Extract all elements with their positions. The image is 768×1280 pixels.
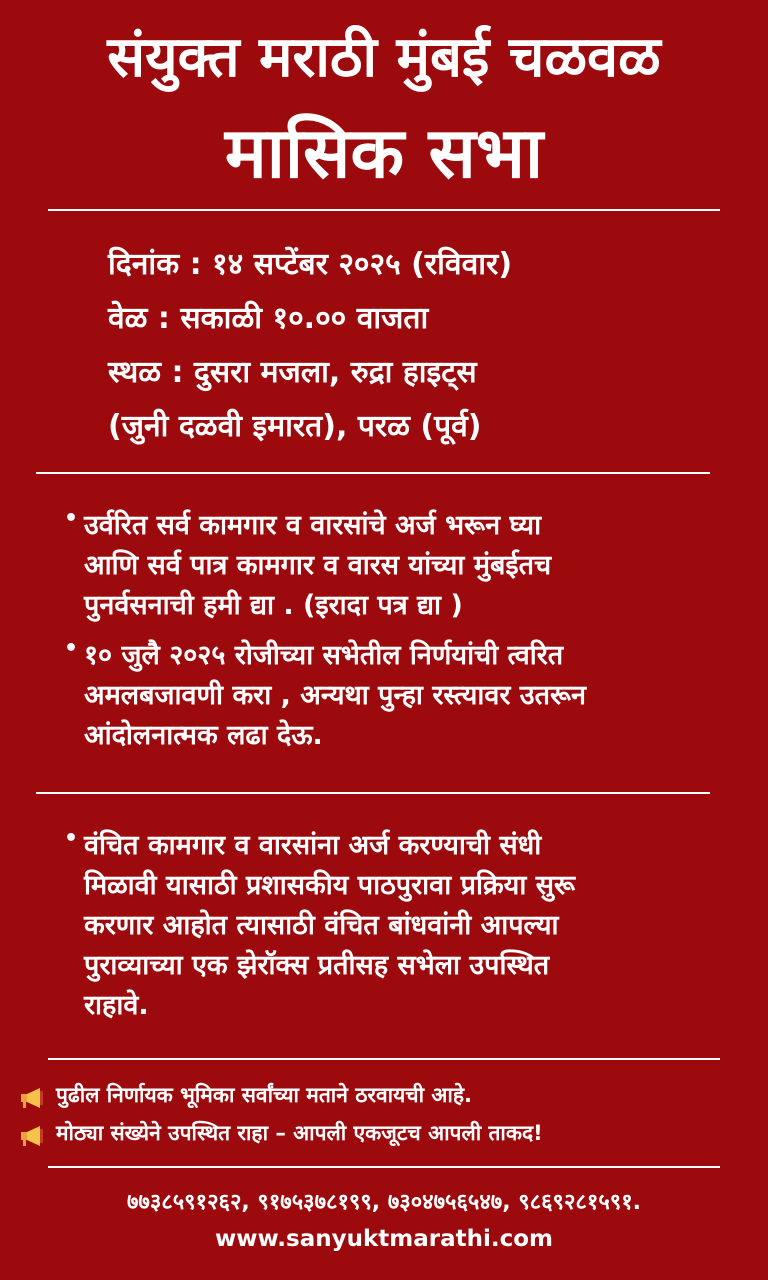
meeting-venue-line1: स्थळ : दुसरा मजला, रुद्रा हाइट्स <box>108 355 477 390</box>
divider <box>36 792 710 794</box>
note-text: मोठ्या संख्येने उपस्थित राहा – आपली एकजूटच आपली ताकद! <box>56 1121 543 1145</box>
appeal-list <box>64 826 575 1026</box>
list-item-line: अमलबजावणी करा , अन्यथा पुन्हा रस्त्यावर उतरून <box>84 680 586 711</box>
megaphone-icon <box>20 1085 48 1107</box>
list-item-line: आंदोलनात्मक लढा देऊ. <box>84 720 323 751</box>
list-item-line: करणार आहोत त्यासाठी वंचित बांधवांनी आपल्या <box>84 910 559 941</box>
bullet-icon: • <box>64 506 79 531</box>
page-title: संयुक्त मराठी मुंबई चळवळ <box>107 25 661 90</box>
list-item-line: १० जुलै २०२५ रोजीच्या सभेतील निर्णयांची त्वरित <box>84 640 564 671</box>
website-link[interactable]: www.sanyuktmarathi.com <box>215 1226 553 1252</box>
list-item <box>64 506 586 626</box>
list-item <box>64 826 575 1026</box>
note-text: पुढील निर्णायक भूमिका सर्वांच्या मताने ठरवायची आहे. <box>56 1083 472 1107</box>
list-item-line: उर्वरित सर्व कामगार व वारसांचे अर्ज भरून घ्या <box>84 510 542 541</box>
megaphone-icon <box>20 1123 48 1145</box>
divider <box>48 209 720 211</box>
bullet-icon: • <box>64 636 79 661</box>
list-item-line: पुराव्याच्या एक झेरॉक्स प्रतीसह सभेला उपस्थित <box>84 950 550 981</box>
bullet-icon: • <box>64 826 79 851</box>
list-item-line: मिळावी यासाठी प्रशासकीय पाठपुरावा प्रक्रिया सुरू <box>84 870 575 901</box>
list-item-line: राहावे. <box>84 990 149 1021</box>
list-item-line: वंचित कामगार व वारसांना अर्ज करण्याची संधी <box>84 830 542 861</box>
divider <box>48 1166 720 1168</box>
meeting-venue-line2: (जुनी दळवी इमारत), परळ (पूर्व) <box>108 409 482 444</box>
note-line <box>20 1116 543 1150</box>
contact-phones: ७७३८५९१२६२, ९१७५३७८१९९, ७३०४७५६५४७, ९८६९२८१५९१. <box>126 1190 641 1215</box>
note-line <box>20 1078 472 1112</box>
divider <box>36 472 710 474</box>
meeting-details <box>108 238 512 454</box>
page-subtitle: मासिक सभा <box>224 112 544 194</box>
list-item-line: आणि सर्व पात्र कामगार व वारस यांच्या मुंबईतच <box>84 550 552 581</box>
divider <box>48 1058 720 1060</box>
list-item-line: पुनर्वसनाची हमी द्या . (इरादा पत्र द्या ) <box>84 590 463 621</box>
demands-list <box>64 506 586 756</box>
list-item <box>64 636 586 756</box>
meeting-time: वेळ : सकाळी १०.०० वाजता <box>108 301 429 336</box>
meeting-date: दिनांक : १४ सप्टेंबर २०२५ (रविवार) <box>108 247 513 282</box>
